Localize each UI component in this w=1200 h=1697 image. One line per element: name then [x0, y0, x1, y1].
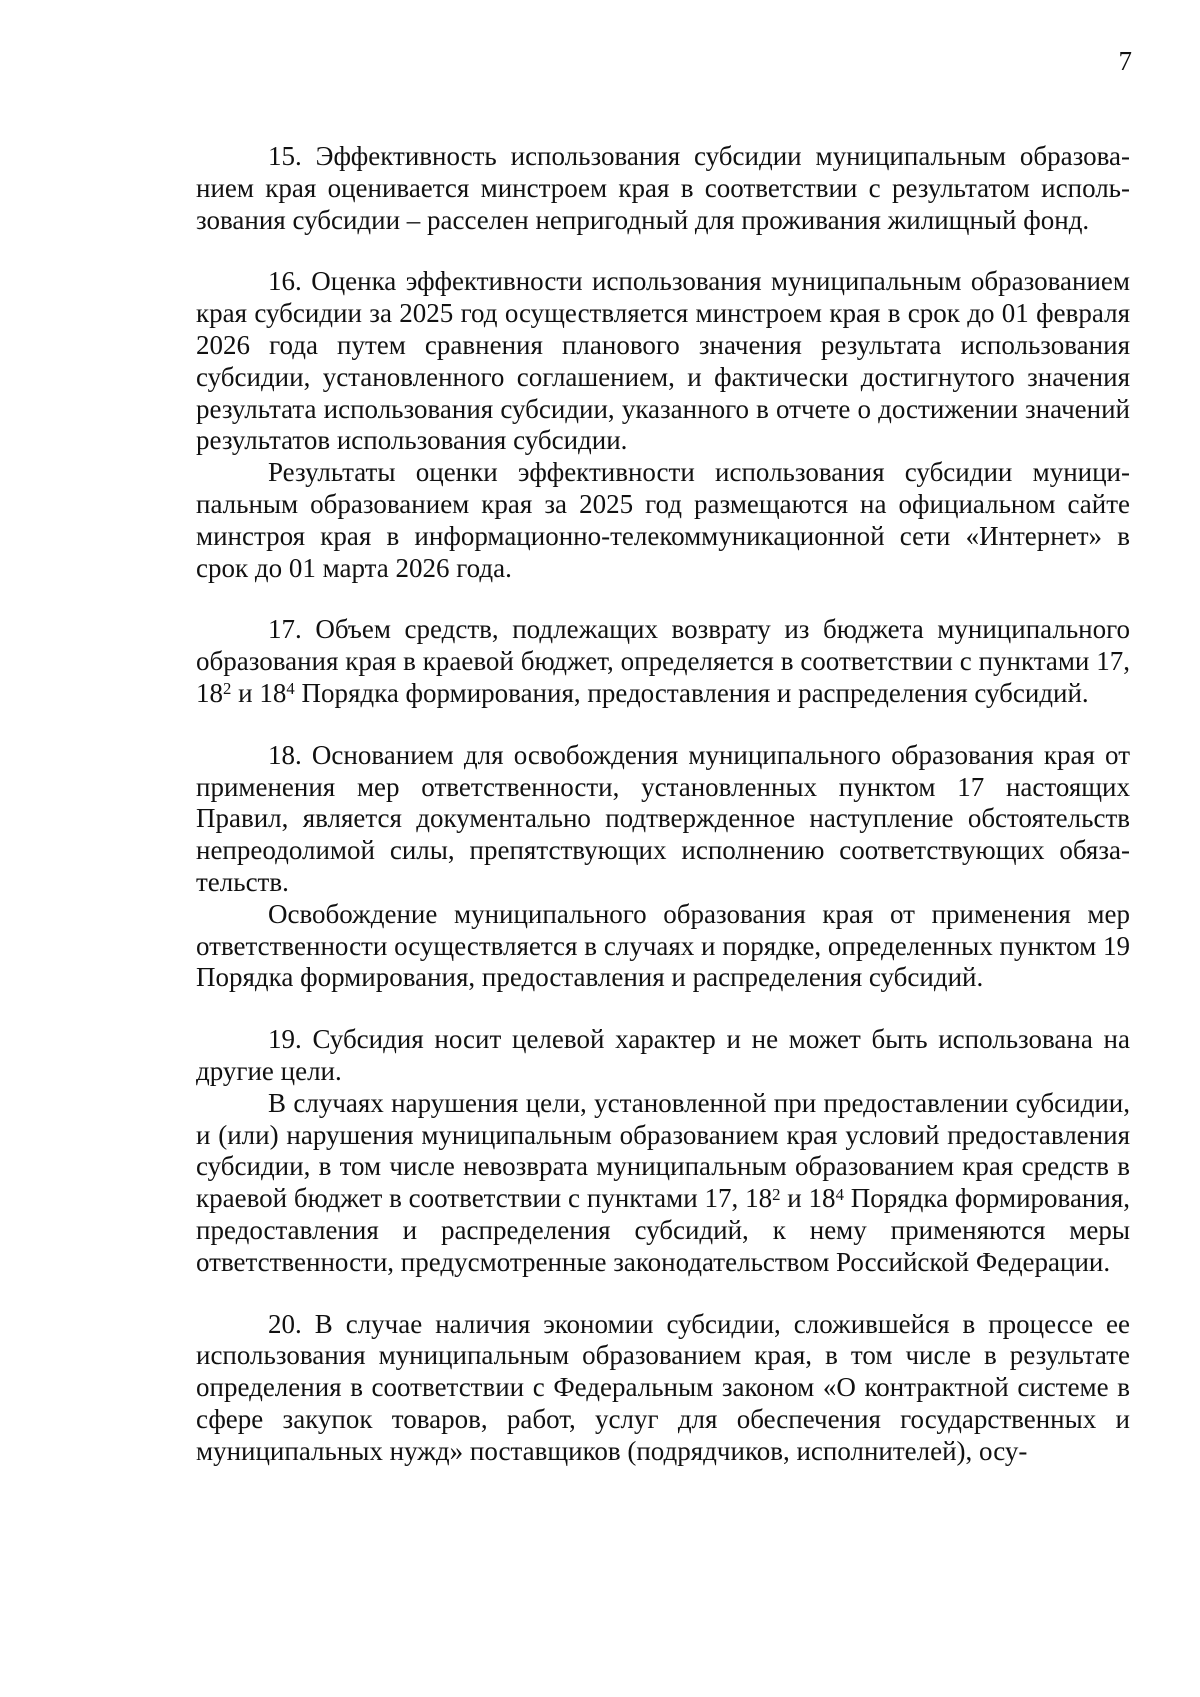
paragraph-19-superscript-b: 4 [835, 1184, 844, 1204]
paragraph-17-reference-a: 17, 18 [196, 646, 1130, 708]
paragraph-19-reference-a: 17, 18 [704, 1183, 773, 1214]
paragraph-15: 15. Эффективность использования субсидии муниципальным образованием края оценивается минстроем края в соответствии с результатом использования субсидии – расселен непригодный для проживания жилищный фонд. [196, 141, 1130, 235]
paragraph-17-superscript-b: 4 [286, 679, 295, 699]
paragraph-19-text-after: Порядка формирования, предоставления и распределения субсидий, к нему применяются меры ответственности, предусмотренные законодательством Российской Федерации. [196, 1183, 1130, 1277]
paragraph-18-part-1: 18. Основанием для освобождения муниципального образования края от применения мер ответственности, установленных пунктом 17 настоящих Правил, является документально подтвержденное наступление обстоятельств непреодолимой силы, препятствующих исполнению соответствующих обязательств. [196, 739, 1130, 897]
paragraph-19-superscript-a: 2 [772, 1184, 781, 1204]
paragraph-19-text-before: В случаях нарушения цели, установленной при предоставлении субсидии, и (или) нарушения муниципальным образованием края условий предоставления субсидии, в том числе невозврата муниципальным образованием края средств в краевой бюджет в соответствии с пунктами [196, 1087, 1130, 1214]
paragraph-spacer [196, 584, 1130, 614]
paragraph-20: 20. В случае наличия экономии субсидии, сложившейся в процессе ее использования муниципальным образованием края, в том числе в результате определения в соответствии с Федеральным законом «О контрактной системе в сфере закупок товаров, работ, услуг для обеспечения государственных и муниципальных нужд» поставщиков (подрядчиков, исполнителей), осу- [196, 1308, 1130, 1466]
paragraph-19-reference-b: и 18 [780, 1183, 836, 1214]
paragraph-spacer [196, 236, 1130, 266]
paragraph-17-superscript-a: 2 [223, 679, 232, 699]
document-body [196, 141, 1130, 1467]
paragraph-19-part-1: 19. Субсидия носит целевой характер и не может быть использована на другие цели. [196, 1024, 1130, 1086]
page-number: 7 [1118, 46, 1132, 76]
paragraph-16-part-2: Результаты оценки эффективности использования субсидии муниципальным образованием края за 2025 год размещаются на официальном сайте минстроя края в информационно-телекоммуникационной сети «Интернет» в срок до 01 марта 2026 года. [196, 457, 1130, 583]
paragraph-17-text-after: Порядка формирования, предоставления и распределения субсидий. [294, 677, 1089, 708]
paragraph-17-text-before: 17. Объем средств, подлежащих возврату из бюджета муниципального образования края в краевой бюджет, определяется в соответствии с пунктами [196, 614, 1130, 677]
paragraph-19-part-2 [196, 1088, 1130, 1279]
paragraph-spacer [196, 710, 1130, 740]
paragraph-17-reference-b: и 18 [231, 677, 287, 708]
paragraph-18-part-2: Освобождение муниципального образования края от применения мер ответственности осуществляется в случаях и порядке, определенных пунктом 19 Порядка формирования, предоставления и распределения субсидий. [196, 898, 1130, 993]
paragraph-spacer [196, 1279, 1130, 1309]
paragraph-17 [196, 614, 1130, 709]
paragraph-16-part-1: 16. Оценка эффективности использования муниципальным образованием края субсидии за 2025 год осуществляется минстроем края в срок до 01 февраля 2026 года путем сравнения планового значения результата использования субсидии, установленного соглашением, и фактически достигнутого значения результата использования субсидии, указанного в отчете о достижении значений результатов использования субсидии. [196, 266, 1130, 456]
paragraph-spacer [196, 994, 1130, 1024]
